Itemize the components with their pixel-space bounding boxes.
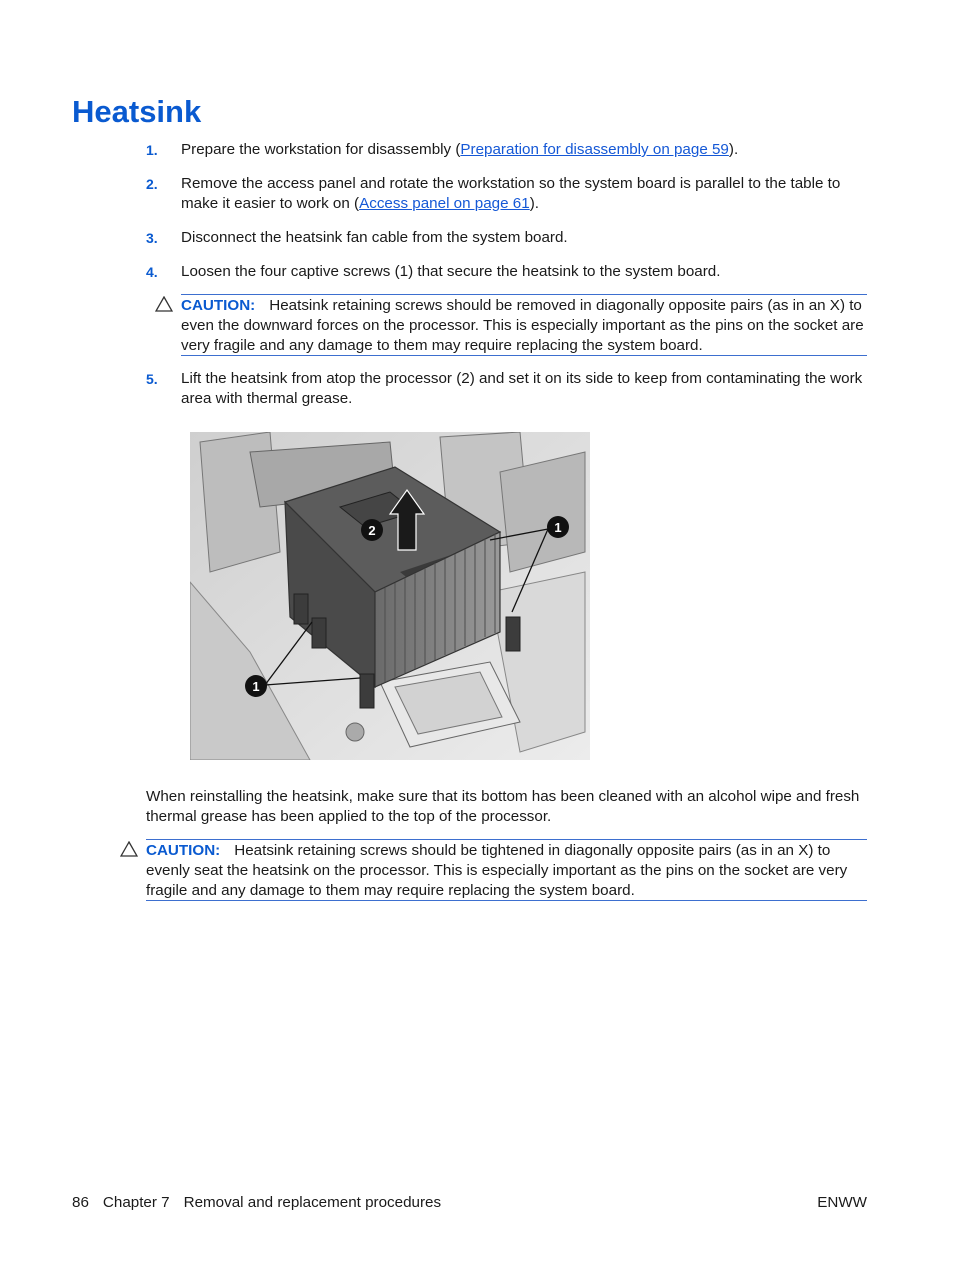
caution-text: CAUTION: Heatsink retaining screws should be tightened in diagonally opposite pairs (as in an X) to evenly seat the heatsink on the processor. This is especially important as the pins on the socket are very fragile and any damage to them may require replacing the system board. <box>146 842 848 899</box>
page-title: Heatsink <box>72 94 202 129</box>
step-text: Disconnect the heatsink fan cable from the system board. <box>181 229 568 246</box>
chapter-label: Chapter 7 <box>102 1194 170 1211</box>
step-number: 1. <box>146 142 158 158</box>
reinstall-paragraph: When reinstalling the heatsink, make sure that its bottom has been cleaned with an alcohol wipe and fresh thermal grease has been applied to the top of the processor. <box>146 788 860 825</box>
callout-label: 2 <box>368 523 376 538</box>
caution-text: CAUTION: Heatsink retaining screws should be removed in diagonally opposite pairs (as in an X) to even the downward forces on the processor. This is especially important as the pins on the socket are very fragile and any damage to them may require replacing the system board. <box>181 297 864 354</box>
callout-label: 1 <box>252 679 260 694</box>
footer-right: ENWW <box>817 1194 867 1211</box>
heatsink-removal-illustration <box>190 432 590 760</box>
caution-box-reinstall <box>146 839 867 901</box>
callout-screws-right <box>547 516 569 538</box>
step-text: Lift the heatsink from atop the processor (2) and set it on its side to keep from contaminating the work area with thermal grease. <box>181 370 863 407</box>
callout-screws-left <box>245 675 267 697</box>
page-number: 86 <box>72 1194 89 1211</box>
step-number: 5. <box>146 371 158 387</box>
link-access-panel[interactable]: Access panel on page 61 <box>359 195 530 212</box>
footer-left <box>72 1193 455 1213</box>
chapter-title: Removal and replacement procedures <box>183 1194 442 1211</box>
caution-triangle-icon <box>155 296 173 312</box>
step-text: Prepare the workstation for disassembly (Preparation for disassembly on page 59). <box>181 141 739 158</box>
callout-lift-heatsink <box>361 519 383 541</box>
heatsink-illustration-svg <box>190 432 590 760</box>
step-number: 4. <box>146 264 158 280</box>
step-number: 3. <box>146 230 158 246</box>
caution-triangle-icon <box>120 841 138 857</box>
step-text: Remove the access panel and rotate the workstation so the system board is parallel to the table to make it easier to work on (Access panel on page 61). <box>181 175 841 212</box>
caution-box-remove <box>181 294 867 356</box>
caution-label: CAUTION: <box>146 842 221 859</box>
caution-label: CAUTION: <box>181 297 256 314</box>
step-text: Loosen the four captive screws (1) that secure the heatsink to the system board. <box>181 263 721 280</box>
link-preparation-for-disassembly[interactable]: Preparation for disassembly on page 59 <box>460 141 729 158</box>
callout-label: 1 <box>554 520 562 535</box>
step-number: 2. <box>146 176 158 192</box>
